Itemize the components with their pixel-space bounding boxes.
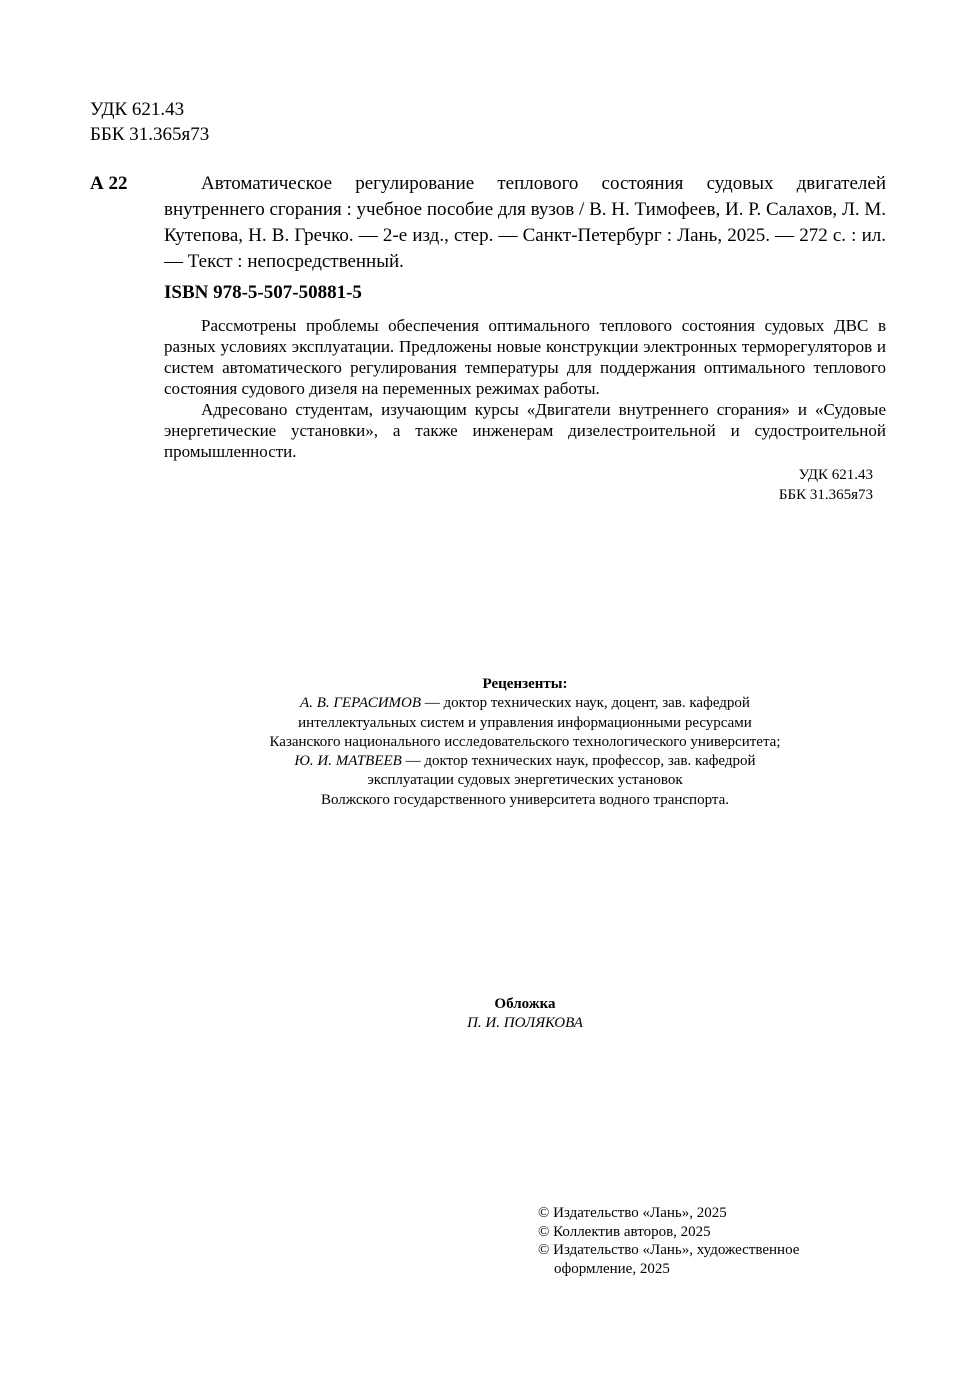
reviewers-heading: Рецензенты: (482, 676, 568, 692)
copyright-block (538, 1204, 799, 1278)
bbk-code: ББК 31.365я73 (90, 124, 210, 145)
bibliographic-entry (164, 171, 886, 275)
bbk-code: ББК 31.365я73 (778, 487, 873, 503)
reviewer-affiliation: Волжского государственного университета водного транспорта. (320, 791, 730, 808)
abstract-paragraph: Адресовано студентам, изучающим курсы «Двигатели внутреннего сгорания» и «Судовые энергетические установки», а также инженерам дизелестроительной и судостроительной промышленности. (164, 400, 886, 461)
copyright-line: © Коллектив авторов, 2025 (538, 1223, 711, 1240)
reviewer-2 (164, 752, 886, 771)
reviewer-name: Ю. И. МАТВЕЕВ (294, 753, 402, 770)
udk-footer (700, 465, 873, 505)
bibliographic-text: Автоматическое регулирование теплового состояния судовых двигателей внутреннего сгорания : учебное пособие для вузов / В. Н. Тимофеев, И. Р. Салахов, Л. М. Кутепова, Н. В. Гречко. — 2-е изд., стер. — Санкт-Петербург : Лань, 2025. — 272 с. : ил. — Текст : непосредственный. (164, 173, 886, 272)
cover-designer: П. И. ПОЛЯКОВА (467, 1015, 583, 1031)
reviewer-title: — доктор технических наук, доцент, зав. кафедрой (421, 695, 750, 712)
reviewer-affiliation: интеллектуальных систем и управления информационными ресурсами (298, 714, 752, 731)
reviewers-block (164, 675, 886, 810)
isbn: ISBN 978-5-507-50881-5 (164, 282, 362, 303)
cover-heading: Обложка (494, 996, 556, 1012)
abstract-paragraph: Рассмотрены проблемы обеспечения оптимального теплового состояния судовых ДВС в разных условиях эксплуатации. Предложены новые конструкции электронных терморегуляторов и систем автоматического регулирования температуры для поддержания оптимального теплового состояния судового дизеля на переменных режимах работы. (164, 316, 886, 398)
reviewer-affiliation: эксплуатации судовых энергетических установок (367, 772, 683, 789)
reviewer-name: А. В. ГЕРАСИМОВ (300, 695, 422, 712)
copyright-line: © Издательство «Лань», 2025 (538, 1205, 727, 1221)
udk-code: УДК 621.43 (90, 99, 185, 120)
udk-header (90, 97, 209, 147)
reviewer-1 (164, 694, 886, 713)
abstract (164, 315, 886, 462)
reviewer-title: — доктор технических наук, профессор, зав. кафедрой (401, 753, 756, 770)
cover-credit (164, 995, 886, 1033)
copyright-line: © Издательство «Лань», художественное (538, 1242, 800, 1259)
udk-code: УДК 621.43 (798, 467, 873, 483)
author-mark: А 22 (90, 173, 128, 194)
reviewer-affiliation: Казанского национального исследовательского технологического университета; (269, 733, 781, 750)
copyright-line: оформление, 2025 (554, 1260, 670, 1277)
